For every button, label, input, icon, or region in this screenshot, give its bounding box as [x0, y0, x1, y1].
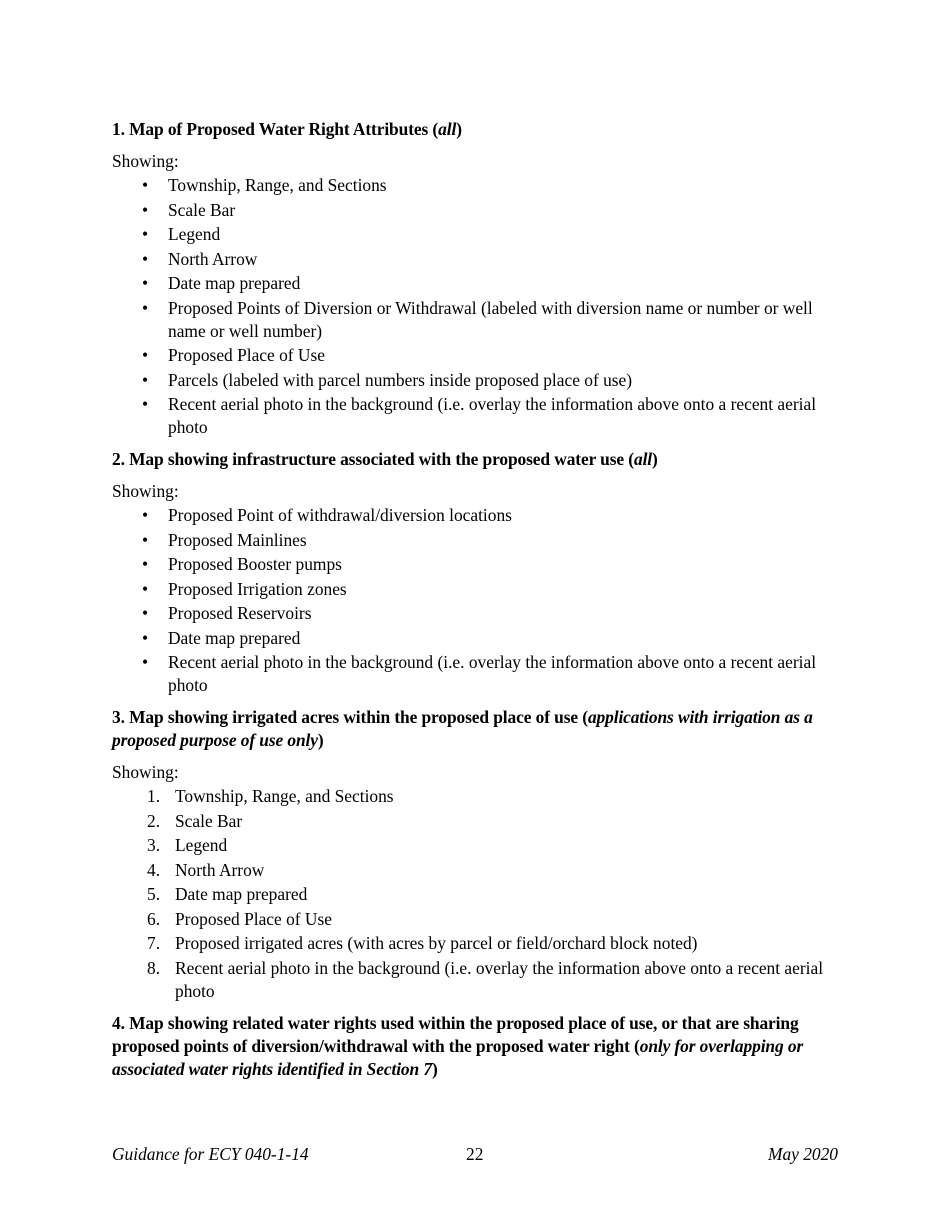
bullet-icon: • [142, 369, 149, 390]
section-heading: 2. Map showing infrastructure associated with the proposed water use (all) [112, 449, 658, 469]
bullet-list [112, 174, 842, 439]
bullet-icon: • [142, 248, 149, 269]
section-1 [112, 118, 842, 439]
bullet-icon: • [142, 297, 149, 318]
showing-label: Showing: [112, 762, 179, 782]
list-item: 7. Proposed irrigated acres (with acres by parcel or field/orchard block noted) [147, 933, 698, 953]
list-item: • Proposed Mainlines [142, 529, 307, 550]
list-item: • Proposed Reservoirs [142, 603, 312, 623]
document-body [112, 118, 842, 1090]
list-item: 3. Legend [147, 835, 228, 855]
list-number: 7. [147, 933, 161, 953]
bullet-icon: • [142, 627, 149, 648]
bullet-icon: • [142, 273, 149, 293]
bullet-icon: • [142, 578, 149, 599]
list-item: • Parcels (labeled with parcel numbers inside proposed place of use) [142, 369, 633, 390]
list-item: • Proposed Booster pumps [142, 554, 342, 574]
list-item: 1. Township, Range, and Sections [147, 786, 394, 806]
section-heading: 1. Map of Proposed Water Right Attributes (all) [112, 119, 462, 139]
list-item: • Township, Range, and Sections [142, 175, 387, 195]
list-number: 4. [147, 859, 161, 880]
bullet-icon: • [142, 199, 149, 220]
list-item: • Recent aerial photo in the background (i.e. overlay the information above onto a recent aerial photo [142, 652, 817, 695]
list-number: 8. [147, 957, 161, 978]
numbered-list [112, 785, 842, 1003]
list-item: • Date map prepared [142, 627, 301, 648]
section-heading: 4. Map showing related water rights used within the proposed place of use, or that are sharing proposed points of diversion/withdrawal with the proposed water right (only for overlapping or associated water rights identified in Section 7) [112, 1012, 804, 1079]
list-item: 5. Date map prepared [147, 884, 308, 904]
bullet-icon: • [142, 652, 149, 672]
section-3 [112, 706, 842, 1003]
list-item: • Proposed Place of Use [142, 345, 325, 365]
footer-date: May 2020 [767, 1144, 838, 1164]
bullet-list [112, 504, 842, 697]
list-item: 4. North Arrow [147, 859, 265, 880]
list-item: 8. Recent aerial photo in the background (i.e. overlay the information above onto a recent aerial photo [147, 957, 824, 1001]
section-heading: 3. Map showing irrigated acres within the proposed place of use (applications with irrigation as a proposed purpose of use only) [112, 707, 813, 750]
list-item: • Legend [142, 224, 221, 244]
bullet-icon: • [142, 175, 149, 195]
bullet-icon: • [142, 505, 149, 525]
list-item: 6. Proposed Place of Use [147, 908, 332, 929]
list-item: • Recent aerial photo in the background (i.e. overlay the information above onto a recent aerial photo [142, 394, 817, 437]
section-2 [112, 448, 842, 697]
footer-document-title: Guidance for ECY 040-1-14 [112, 1144, 309, 1164]
list-number: 5. [147, 884, 161, 904]
bullet-icon: • [142, 554, 149, 574]
list-number: 2. [147, 810, 161, 831]
list-item: • Scale Bar [142, 199, 236, 220]
showing-label: Showing: [112, 151, 179, 171]
bullet-icon: • [142, 603, 149, 623]
list-item: 2. Scale Bar [147, 810, 243, 831]
list-number: 6. [147, 908, 161, 929]
list-item: • Date map prepared [142, 273, 301, 293]
list-item: • Proposed Points of Diversion or Withdrawal (labeled with diversion name or number or well name or well number) [142, 297, 813, 341]
bullet-icon: • [142, 394, 149, 414]
list-item: • Proposed Irrigation zones [142, 578, 347, 599]
list-number: 1. [147, 786, 161, 806]
showing-label: Showing: [112, 481, 179, 501]
bullet-icon: • [142, 345, 149, 365]
bullet-icon: • [142, 224, 149, 244]
list-number: 3. [147, 835, 161, 855]
page-number: 22 [466, 1144, 484, 1164]
section-4 [112, 1012, 842, 1081]
list-item: • North Arrow [142, 248, 258, 269]
bullet-icon: • [142, 529, 149, 550]
list-item: • Proposed Point of withdrawal/diversion locations [142, 505, 512, 525]
